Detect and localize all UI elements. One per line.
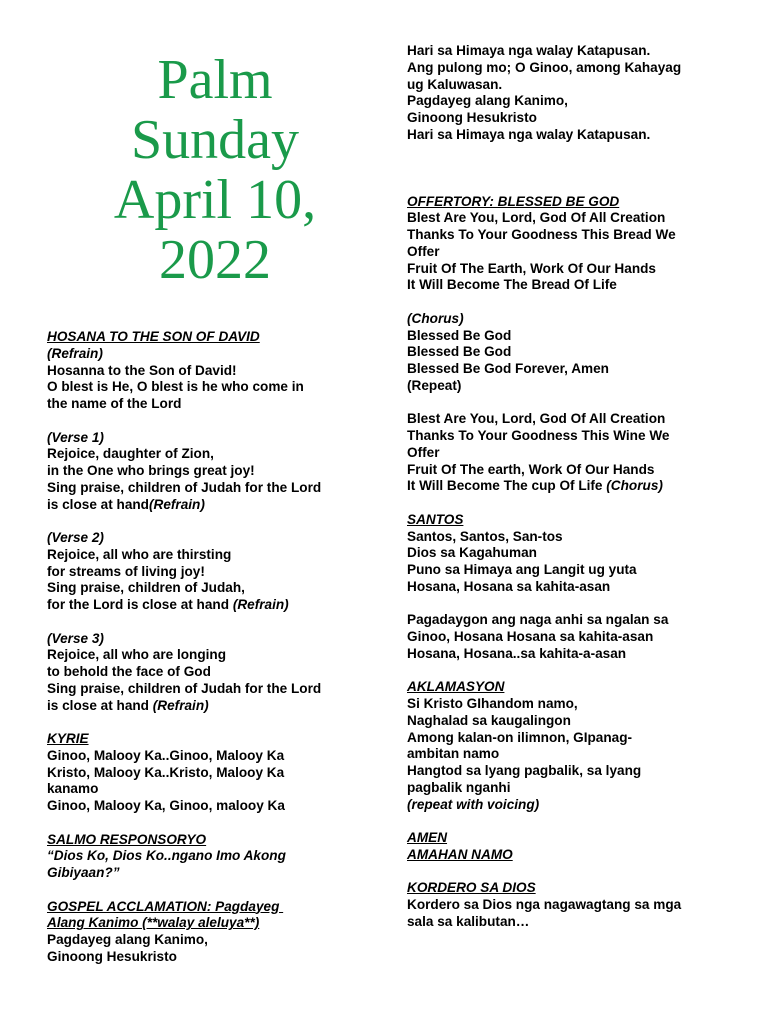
section-heading: GOSPEL ACCLAMATION: Pagdayeg (47, 898, 284, 914)
chorus-label: (Chorus) (407, 310, 464, 326)
title-line: April 10, (113, 169, 317, 231)
lyric-line: Santos, Santos, San-tos (407, 528, 563, 544)
lyric-line: Kordero sa Dios nga nagawagtang sa mga (407, 897, 682, 912)
lyric-line: Gibiyaan?” (47, 865, 120, 880)
chorus-note: (Chorus) (606, 478, 663, 494)
left-column (47, 329, 372, 982)
lyric-line: ug Kaluwasan. (407, 76, 503, 92)
lyric-line: Sing praise, children of Judah, (47, 580, 245, 596)
lyric-line: Rejoice, all who are thirsting (47, 546, 232, 562)
lyric-line: Blessed Be God (407, 344, 512, 360)
section-heading: SALMO RESPONSORYO (47, 831, 207, 847)
lyric-line: Pagdayeg alang Kanimo, (47, 932, 208, 947)
lyric-line (47, 497, 372, 514)
lyric-line: ambitan namo (407, 746, 500, 762)
kordero-section (407, 880, 737, 930)
wine-section (407, 411, 737, 495)
verse-3 (47, 631, 372, 715)
section-heading: HOSANA TO THE SON OF DAVID (47, 329, 260, 344)
lyric-line: Si Kristo GIhandom namo, (407, 696, 578, 711)
amen-section (407, 830, 737, 864)
lyric-text: is close at hand (47, 496, 149, 512)
lyric-line: Blest Are You, Lord, God Of All Creation (407, 411, 666, 427)
verse-label: (Verse 3) (47, 630, 104, 646)
kyrie-section (47, 731, 372, 815)
lyric-line: Hosanna to the Son of David! (47, 362, 237, 378)
lyric-text: It Will Become The cup Of Life (407, 478, 607, 494)
lyric-line: Rejoice, daughter of Zion, (47, 446, 214, 462)
verse-2 (47, 530, 372, 614)
lyric-line: Offer (407, 444, 440, 460)
lyric-line: Naghalad sa kaugalingon (407, 712, 571, 728)
refrain-note: (Refrain) (152, 697, 209, 713)
lyric-line: the name of the Lord (47, 396, 182, 411)
lyric-line: Dios sa Kagahuman (407, 545, 537, 561)
lyric-line (47, 698, 372, 715)
chorus-section (407, 311, 737, 395)
verse-label: (Verse 1) (47, 429, 104, 445)
lyric-line: Fruit Of The earth, Work Of Our Hands (407, 461, 655, 477)
repeat-note: (repeat with voicing) (407, 796, 540, 812)
lyric-line: Hosana, Hosana..sa kahita-a-asan (407, 645, 627, 661)
section-heading: KORDERO SA DIOS (407, 880, 536, 896)
lyric-line: It Will Become The Bread Of Life (407, 277, 617, 293)
title-line: Palm (157, 49, 273, 111)
refrain-note: (Refrain) (232, 597, 289, 612)
verse-1 (47, 430, 372, 514)
aklamasyon-section (407, 679, 737, 813)
lyric-line: “Dios Ko, Dios Ko..ngano Imo Akong (47, 848, 286, 864)
gospel-section (47, 899, 372, 966)
lyric-line: Blessed Be God (407, 327, 512, 343)
lyric-line (407, 478, 737, 495)
lyric-line: Hangtod sa lyang pagbalik, sa lyang (407, 763, 642, 778)
lyric-line: Hari sa Himaya nga walay Katapusan. (407, 126, 651, 142)
offertory-section (407, 194, 737, 295)
lyric-line: Hosana, Hosana sa kahita-asan (407, 578, 611, 594)
section-heading: AKLAMASYON (407, 679, 505, 695)
lyric-line: Ang pulong mo; O Ginoo, among Kahayag (407, 59, 682, 75)
salmo-section (47, 832, 372, 882)
section-heading: AMEN (407, 830, 448, 845)
lyric-line: to behold the face of God (47, 664, 211, 679)
gospel-continuation (407, 43, 737, 144)
section-heading: KYRIE (47, 731, 89, 746)
lyric-line: Ginoong Hesukristo (47, 948, 177, 964)
lyric-line: Blessed Be God Forever, Amen (407, 361, 609, 376)
lyric-line: Sing praise, children of Judah for the Lord (47, 479, 322, 495)
lyric-line: sala sa kalibutan… (407, 913, 530, 929)
lyric-text: for the Lord is close at hand (47, 597, 233, 612)
refrain-label: (Refrain) (47, 345, 103, 361)
lyric-line: (Repeat) (407, 377, 462, 393)
lyric-line: Among kalan-on ilimnon, GIpanag- (407, 729, 633, 745)
page-title (95, 50, 335, 290)
lyric-line: Puno sa Himaya ang Langit ug yuta (407, 562, 637, 577)
lyric-text: is close at hand (47, 697, 153, 713)
lyric-line: Thanks To Your Goodness This Wine We (407, 428, 670, 443)
lyric-line (47, 597, 372, 614)
pagadaygon-section (407, 612, 737, 662)
lyric-line: Rejoice, all who are longing (47, 647, 227, 663)
spacer (407, 144, 737, 194)
lyric-line: Pagadaygon ang naga anhi sa ngalan sa (407, 612, 669, 628)
title-line: 2022 (159, 229, 271, 291)
lyric-line: Hari sa Himaya nga walay Katapusan. (407, 43, 651, 58)
section-heading: Alang Kanimo (**walay aleluya**) (47, 915, 260, 931)
verse-label: (Verse 2) (47, 530, 104, 545)
lyric-line: Pagdayeg alang Kanimo, (407, 93, 568, 109)
lyric-line: pagbalik nganhi (407, 779, 511, 795)
lyric-line: in the One who brings great joy! (47, 463, 255, 478)
lyric-line: Fruit Of The Earth, Work Of Our Hands (407, 260, 656, 276)
lyric-line: Ginoo, Hosana Hosana sa kahita-asan (407, 629, 654, 644)
lyric-line: Ginoo, Malooy Ka, Ginoo, malooy Ka (47, 798, 285, 813)
title-line: Sunday (131, 109, 299, 171)
santos-section (407, 512, 737, 596)
lyric-line: kanamo (47, 781, 99, 797)
right-column (407, 43, 737, 947)
section-heading: SANTOS (407, 511, 464, 527)
lyric-line: for streams of living joy! (47, 563, 205, 579)
section-heading: OFFERTORY: BLESSED BE GOD (407, 193, 620, 209)
section-heading: AMAHAN NAMO (407, 846, 513, 862)
refrain-note: (Refrain) (149, 496, 205, 512)
lyric-line: Thanks To Your Goodness This Bread We (407, 227, 676, 242)
lyric-line: Kristo, Malooy Ka..Kristo, Malooy Ka (47, 764, 285, 780)
lyric-line: Offer (407, 243, 440, 259)
lyric-line: Ginoo, Malooy Ka..Ginoo, Malooy Ka (47, 747, 285, 763)
lyric-line: Sing praise, children of Judah for the Lord (47, 680, 322, 696)
lyric-line: O blest is He, O blest is he who come in (47, 379, 304, 395)
lyric-line: Blest Are You, Lord, God Of All Creation (407, 210, 666, 226)
hosana-section (47, 329, 372, 413)
lyric-line: Ginoong Hesukristo (407, 110, 537, 125)
